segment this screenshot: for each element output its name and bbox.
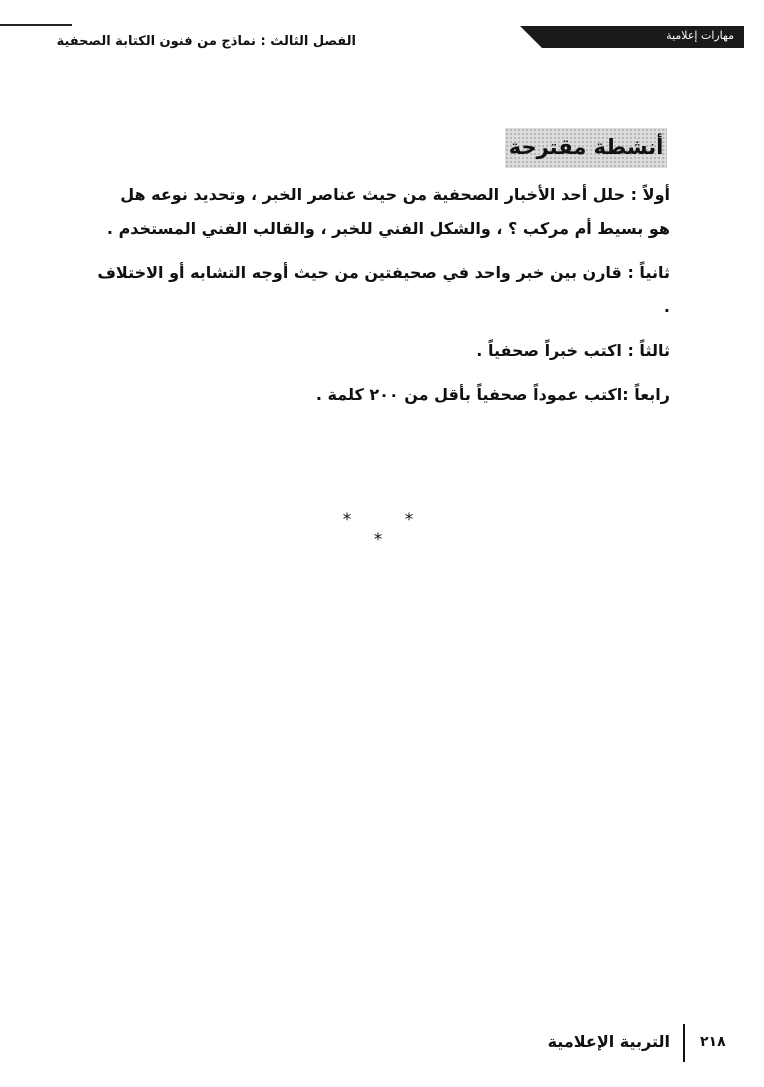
- section-heading: أنشطة مقترحة: [505, 128, 667, 168]
- section-separator-stars: * * *: [342, 510, 438, 550]
- activity-second: ثانياً : قارن بين خبر واحد في صحيفتين من حيث أوجه التشابه أو الاختلاف .: [97, 263, 670, 316]
- activity-fourth: رابعاً :اكتب عموداً صحفياً بأقل من ٢٠٠ كلمة .: [315, 385, 670, 404]
- footer-book-title: التربية الإعلامية: [547, 1032, 670, 1051]
- top-rule-line: [0, 24, 72, 26]
- chapter-title: الفصل الثالث : نماذج من فنون الكتابة الصحفية: [56, 34, 356, 49]
- activity-first: أولاً : حلل أحد الأخبار الصحفية من حيث عناصر الخبر ، وتحديد نوعه هل هو بسيط أم مركب ؟ ، والشكل الفني للخبر ، والقالب الفني المستخدم .: [106, 185, 670, 238]
- header-band: [520, 26, 744, 50]
- page-number: ٢١٨: [700, 1034, 726, 1050]
- activity-third: ثالثاً : اكتب خبراً صحفياً .: [476, 341, 670, 360]
- footer-divider: [683, 1024, 685, 1062]
- activities-list: [95, 178, 670, 422]
- header-band-label: مهارات إعلامية: [666, 29, 734, 42]
